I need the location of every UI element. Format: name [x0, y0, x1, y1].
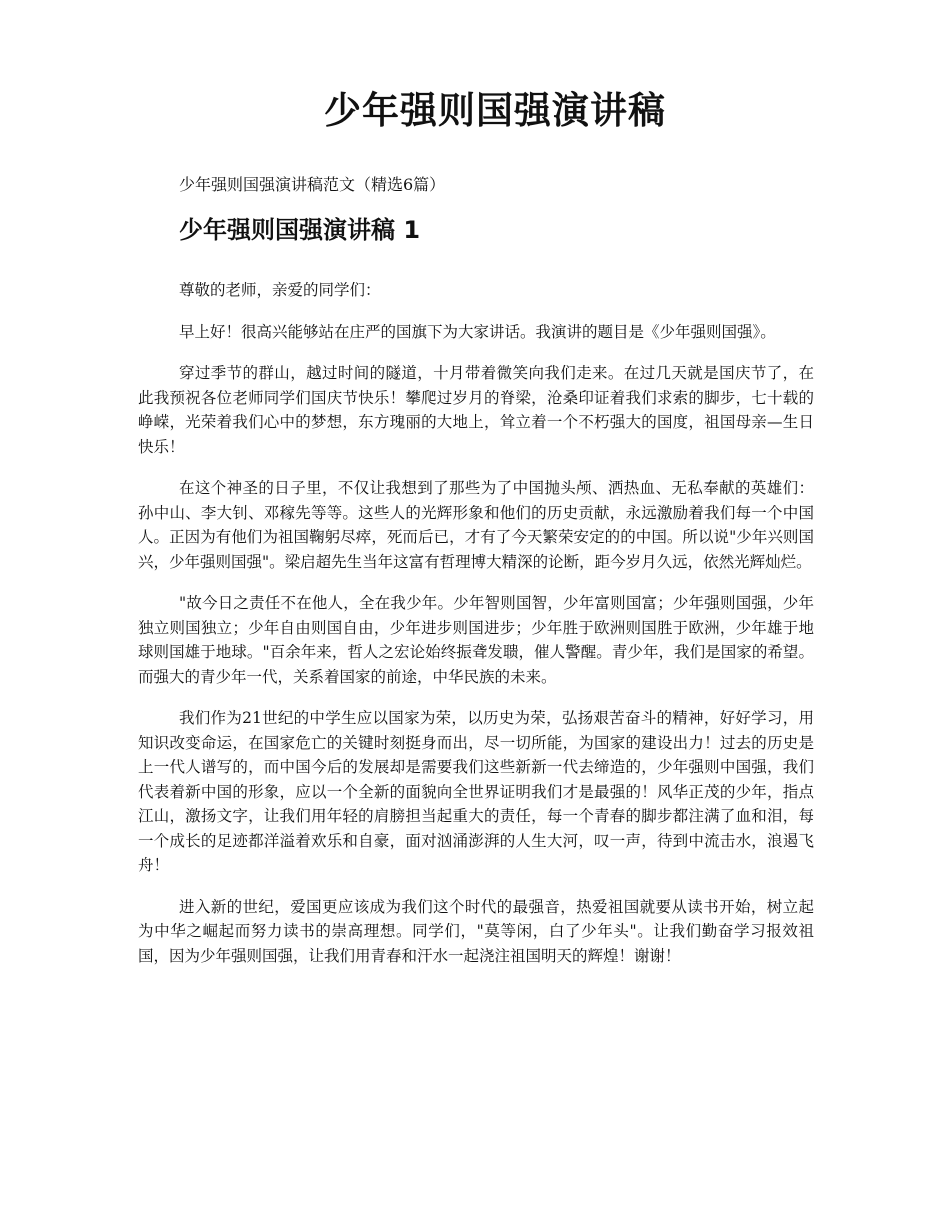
document-title: 少年强则国强演讲稿 [324, 89, 666, 132]
paragraph: "故今日之责任不在他人，全在我少年。少年智则国智，少年富则国富；少年强则国强，少年独立则国独立；少年自由则国自由，少年进步则国进步；少年胜于欧洲则国胜于欧洲，少年雄于地球则国雄于地球。"百余年来，哲人之宏论始终振聋发聩，催人警醒。青少年，我们是国家的希望。而强大的青少年一代，关系着国家的前途，中华民族的未来。 [138, 594, 814, 686]
paragraph: 穿过季节的群山，越过时间的隧道，十月带着微笑向我们走来。在过几天就是国庆节了，在此我预祝各位老师同学们国庆节快乐！攀爬过岁月的脊梁，沧桑印证着我们求索的脚步，七十载的峥嵘，光荣着我们心中的梦想，东方瑰丽的大地上，耸立着一个不朽强大的国度，祖国母亲—生日快乐！ [138, 364, 814, 456]
paragraph-opening: 早上好！很高兴能够站在庄严的国旗下为大家讲话。我演讲的题目是《少年强则国强》。 [179, 322, 776, 341]
paragraph: 我们作为21世纪的中学生应以国家为荣，以历史为荣，弘扬艰苦奋斗的精神，好好学习，用知识改变命运，在国家危亡的关键时刻挺身而出，尽一切所能，为国家的建设出力！过去的历史是上一代人谱写的，而中国今后的发展却是需要我们这些新新一代去缔造的，少年强则中国强，我们代表着新中国的形象，应以一个全新的面貌向全世界证明我们才是最强的！风华正茂的少年，指点江山，激扬文字，让我们用年轻的肩膀担当起重大的责任，每一个青春的脚步都注满了血和泪，每一个成长的足迹都洋溢着欢乐和自豪，面对汹涌澎湃的人生大河，叹一声，待到中流击水，浪遏飞舟！ [138, 709, 814, 874]
section-heading: 少年强则国强演讲稿 1 [179, 216, 421, 244]
paragraph-greeting: 尊敬的老师，亲爱的同学们： [179, 281, 381, 299]
document-subtitle: 少年强则国强演讲稿范文（精选6篇） [179, 175, 446, 194]
paragraph: 在这个神圣的日子里，不仅让我想到了那些为了中国抛头颅、洒热血、无私奉献的英雄们：孙中山、李大钊、邓稼先等等。这些人的光辉形象和他们的历史贡献，永远激励着我们每一个中国人。正因为有他们为祖国鞠躬尽瘁，死而后已，才有了今天繁荣安定的的中国。所以说"少年兴则国兴，少年强则国强"。梁启超先生当年这富有哲理博大精深的论断，距今岁月久远，依然光辉灿烂。 [138, 479, 814, 571]
speech-body [138, 278, 814, 985]
paragraph-closing: 进入新的世纪，爱国更应该成为我们这个时代的最强音，热爱祖国就要从读书开始，树立起为中华之崛起而努力读书的崇高理想。同学们，"莫等闲，白了少年头"。让我们勤奋学习报效祖国，因为少年强则国强，让我们用青春和汗水一起浇注祖国明天的辉煌！谢谢！ [138, 897, 814, 965]
